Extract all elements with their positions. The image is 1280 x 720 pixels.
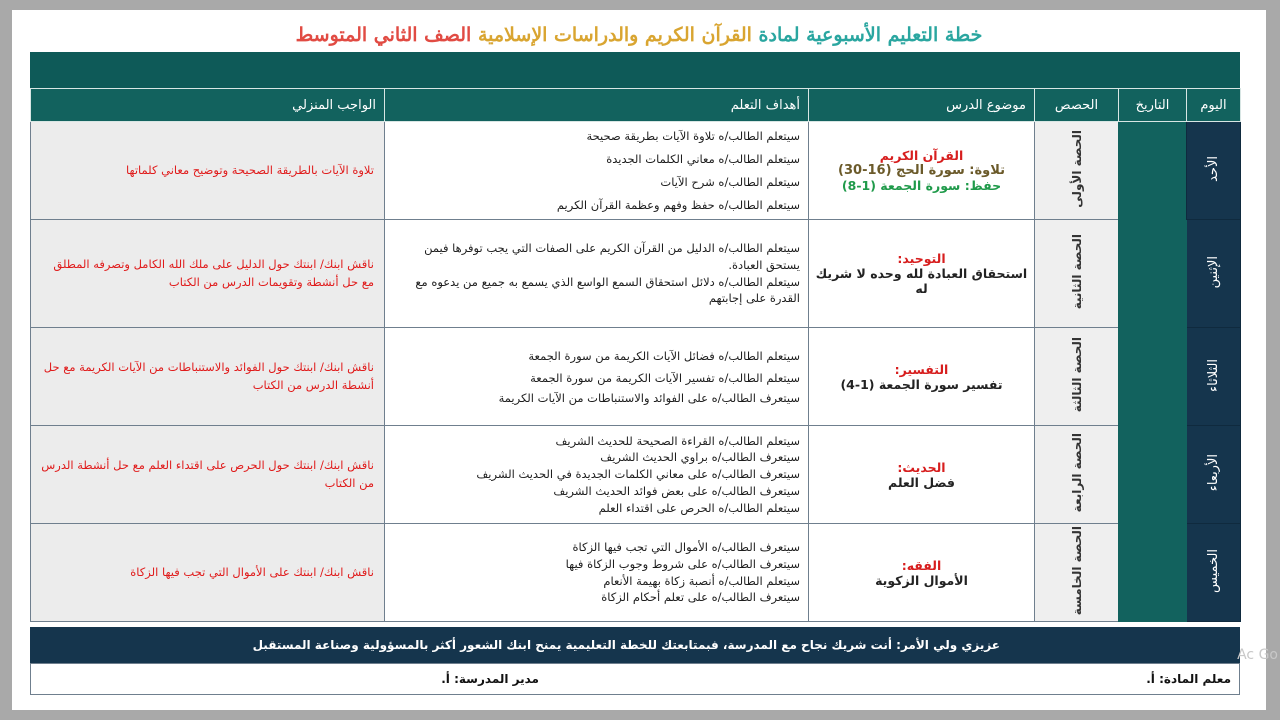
homework-cell: ناقش ابنك/ ابنتك حول الفوائد والاستنباطات من الآيات الكريمة مع حل أنشطة الدرس من الكتاب	[31, 328, 385, 426]
topic-heading: التفسير:	[894, 361, 949, 377]
day-cell	[1187, 328, 1241, 426]
header-goals: أهداف التعلم	[385, 89, 809, 122]
topic-cell	[809, 524, 1035, 622]
page-title	[12, 24, 1266, 54]
activation-watermark: Ac Go	[1237, 647, 1278, 663]
session-label: الحصة الرابعة	[1069, 433, 1084, 513]
goal-item: سيتعرف الطالب/ه على معاني الكلمات الجديدة في الحديث الشريف	[476, 467, 800, 482]
header-session: الحصص	[1035, 89, 1119, 122]
weekly-plan-table	[30, 88, 1241, 622]
day-label: الأربعاء	[1206, 454, 1221, 492]
homework-cell: ناقش ابنك/ ابنتك على الأموال التي تجب فيها الزكاة	[31, 524, 385, 622]
day-label: الثلاثاء	[1206, 358, 1221, 392]
page-title-parts	[296, 24, 983, 46]
table-row	[31, 426, 1241, 524]
session-label: الحصة الأولى	[1069, 130, 1084, 208]
principal-signature: مدير المدرسة: أ.	[441, 672, 539, 686]
day-label: الخميس	[1206, 549, 1221, 593]
header-date: التاريخ	[1119, 89, 1187, 122]
session-cell	[1035, 220, 1119, 328]
day-cell	[1187, 524, 1241, 622]
goals-cell	[385, 426, 809, 524]
goal-item: سيتعلم الطالب/ه شرح الآيات	[660, 174, 800, 189]
goal-item: سيتعلم الطالب/ه دلائل استحقاق السمع الواسع الذي يسمع به جميع من يدعوه مع القدرة على إجابتهم	[415, 274, 800, 306]
header-banner	[30, 52, 1240, 90]
table-row	[31, 220, 1241, 328]
topic-recitation: تلاوة: سورة الحج (16-30)	[838, 163, 1005, 178]
goal-item: سيتعلم الطالب/ه فضائل الآيات الكريمة من سورة الجمعة	[528, 349, 800, 364]
topic-cell	[809, 328, 1035, 426]
goals-cell	[385, 524, 809, 622]
day-label: الأحد	[1206, 156, 1221, 182]
homework-cell: تلاوة الآيات بالطريقة الصحيحة وتوضيح معاني كلماتها	[31, 122, 385, 220]
topic-heading: القرآن الكريم	[879, 148, 964, 163]
topic-heading: التوحيد:	[897, 251, 946, 266]
topic-heading: الفقه:	[901, 557, 942, 573]
homework-cell: ناقش ابنك/ ابنتك حول الحرص على اقتداء العلم مع حل أنشطة الدرس من الكتاب	[31, 426, 385, 524]
header-topic: موضوع الدرس	[809, 89, 1035, 122]
table-row	[31, 122, 1241, 220]
topic-title: استحقاق العبادة لله وحده لا شريك له	[815, 266, 1028, 296]
session-cell	[1035, 122, 1119, 220]
header-day: اليوم	[1187, 89, 1241, 122]
goal-item: سيتعرف الطالب/ه على تعلم أحكام الزكاة	[601, 590, 800, 605]
topic-cell	[809, 426, 1035, 524]
topic-cell	[809, 220, 1035, 328]
homework-cell: ناقش ابنك/ ابنتك حول الدليل على ملك الله الكامل وتصرفه المطلق مع حل أنشطة وتقويمات الدرس من الكتاب	[31, 220, 385, 328]
goals-cell	[385, 122, 809, 220]
goal-item: سيتعرف الطالب/ه على شروط وجوب الزكاة فيها	[565, 556, 800, 571]
teacher-signature: معلم المادة: أ.	[1146, 672, 1231, 686]
goal-item: سيتعلم الطالب/ه الدليل من القرآن الكريم على الصفات التي يجب توفرها فيمن يستحق العبادة.	[424, 241, 800, 272]
day-cell	[1187, 220, 1241, 328]
table-header-row	[31, 89, 1241, 122]
goal-item: سيتعلم الطالب/ه تفسير الآيات الكريمة من سورة الجمعة	[530, 371, 800, 386]
table-row	[31, 328, 1241, 426]
goal-item: سيتعلم الطالب/ه حفظ وفهم وعظمة القرآن الكريم	[556, 197, 800, 212]
topic-memorization: حفظ: سورة الجمعة (1-8)	[841, 178, 1002, 193]
session-label: الحصة الثانية	[1069, 234, 1084, 310]
signature-bar	[30, 663, 1240, 695]
topic-heading: الحديث:	[897, 459, 946, 475]
goals-cell	[385, 220, 809, 328]
day-label: الإثنين	[1206, 255, 1221, 289]
title-part: الصف الثاني المتوسط	[295, 24, 472, 46]
date-cell	[1119, 122, 1187, 622]
topic-cell	[809, 122, 1035, 220]
session-label: الحصة الخامسة	[1069, 526, 1084, 616]
header-homework: الواجب المنزلي	[31, 89, 385, 122]
goal-item: سيتعلم الطالب/ه الحرص على اقتداء العلم	[598, 500, 800, 515]
title-part: خطة التعليم الأسبوعية لمادة	[751, 24, 983, 46]
goal-item: سيتعلم الطالب/ه القراءة الصحيحة للحديث الشريف	[555, 433, 800, 448]
goal-item: سيتعرف الطالب/ه براوي الحديث الشريف	[600, 450, 800, 465]
day-cell	[1187, 426, 1241, 524]
session-cell	[1035, 426, 1119, 524]
topic-title: الأموال الزكوية	[875, 572, 968, 588]
session-label: الحصة الثالثة	[1069, 337, 1084, 413]
parent-message-bar	[30, 627, 1240, 663]
goal-item: سيتعرف الطالب/ه الأموال التي تجب فيها الزكاة	[572, 540, 800, 555]
session-cell	[1035, 328, 1119, 426]
goals-cell	[385, 328, 809, 426]
table-row	[31, 524, 1241, 622]
topic-title: تفسير سورة الجمعة (1-4)	[840, 376, 1003, 392]
title-part: القرآن الكريم والدراسات الإسلامية	[471, 24, 752, 46]
parent-message: عزيزي ولي الأمر: أنت شريك نجاح مع المدرسة، فبمتابعتك للخطة التعليمية يمنح ابنك الشعور أكثر بالمسؤولية وصناعة المستقبل	[252, 638, 1000, 652]
goal-item: سيتعرف الطالب/ه على الفوائد والاستنباطات من الآيات الكريمة	[498, 391, 800, 405]
session-cell	[1035, 524, 1119, 622]
goal-item: سيتعرف الطالب/ه على بعض فوائد الحديث الشريف	[553, 483, 800, 498]
goal-item: سيتعلم الطالب/ه أنصبة زكاة بهيمة الأنعام	[603, 573, 800, 588]
goal-item: سيتعلم الطالب/ه معاني الكلمات الجديدة	[606, 151, 800, 166]
goal-item: سيتعلم الطالب/ه تلاوة الآيات بطريقة صحيحة	[586, 128, 800, 143]
page	[12, 10, 1266, 710]
topic-title: فضل العلم	[888, 474, 955, 490]
day-cell	[1187, 122, 1241, 220]
